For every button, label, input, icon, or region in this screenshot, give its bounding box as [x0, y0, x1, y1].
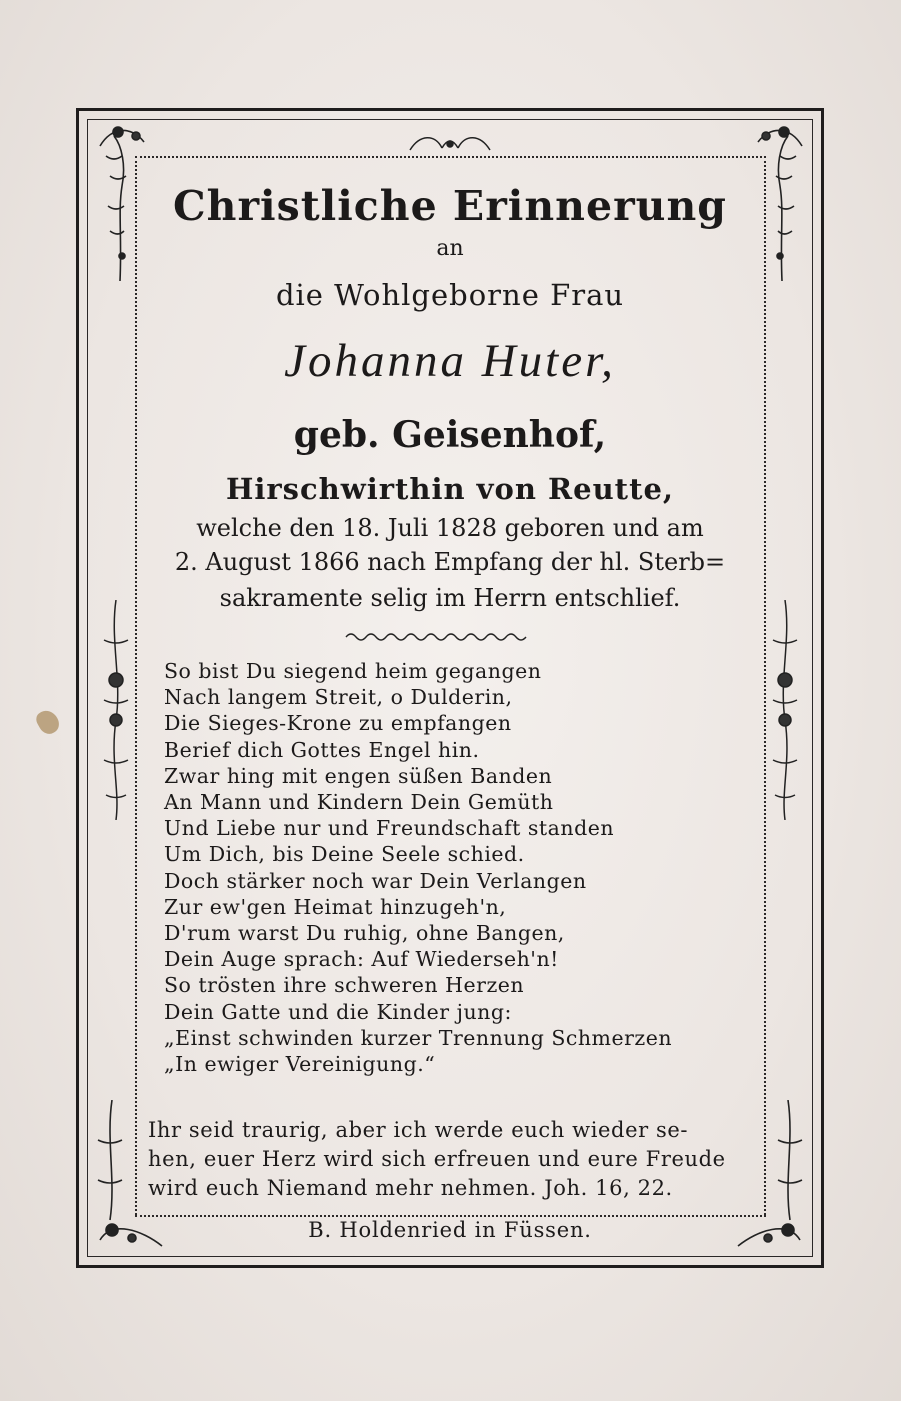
poem-line: Und Liebe nur und Freundschaft standen [164, 816, 615, 841]
right-side-floral-ornament [765, 600, 805, 820]
poem-line: „Einst schwinden kurzer Trennung Schmerzen [164, 1025, 673, 1050]
poem-line: Doch stärker noch war Dein Verlangen [164, 868, 587, 893]
poem-line: Dein Auge sprach: Auf Wiederseh'n! [164, 947, 559, 972]
bio-line: sakramente selig im Herrn entschlief. [219, 584, 681, 612]
deceased-name: Johanna Huter, [284, 335, 616, 387]
bible-verse-line: Ihr seid traurig, aber ich werde euch wieder se- [148, 1118, 689, 1142]
top-center-ornament [400, 130, 500, 160]
poem-line: Um Dich, bis Deine Seele schied. [164, 842, 525, 867]
poem-line: Dein Gatte und die Kinder jung: [164, 999, 512, 1024]
poem-line: So bist Du siegend heim gegangen [164, 659, 542, 683]
poem-line: Zur ew'gen Heimat hinzugeh'n, [164, 894, 507, 919]
occupation-line: Hirschwirthin von Reutte, [225, 472, 675, 506]
wavy-divider [344, 630, 534, 644]
bio-line: welche den 18. Juli 1828 geboren und am [196, 514, 704, 542]
card-title: Christliche Erinnerung [173, 182, 727, 230]
poem-line: Die Sieges-Krone zu empfangen [164, 711, 512, 736]
bible-verse-line: hen, euer Herz wird sich erfreuen und eure Freude [148, 1147, 726, 1171]
dotted-border-bottom [135, 1215, 766, 1217]
maiden-name: geb. Geisenhof, [293, 414, 607, 456]
poem-line: So trösten ihre schweren Herzen [164, 973, 525, 998]
poem-line: Berief dich Gottes Engel hin. [164, 737, 480, 762]
poem-line: An Mann und Kindern Dein Gemüth [164, 790, 554, 815]
poem-line: Zwar hing mit engen süßen Banden [164, 763, 553, 788]
preposition-an: an [436, 236, 464, 261]
poem-line: D'rum warst Du ruhig, ohne Bangen, [164, 921, 565, 946]
salutation: die Wohlgeborne Frau [275, 278, 625, 312]
bio-line: 2. August 1866 nach Empfang der hl. Sterb= [174, 548, 726, 576]
left-side-floral-ornament [96, 600, 136, 820]
memorial-poem [164, 658, 734, 1077]
poem-line: „In ewiger Vereinigung.“ [164, 1052, 436, 1077]
bible-verse-line: wird euch Niemand mehr nehmen. Joh. 16, 22. [148, 1176, 673, 1200]
poem-line: Nach langem Streit, o Dulderin, [164, 685, 513, 710]
printer-imprint: B. Holdenried in Füssen. [308, 1218, 592, 1242]
